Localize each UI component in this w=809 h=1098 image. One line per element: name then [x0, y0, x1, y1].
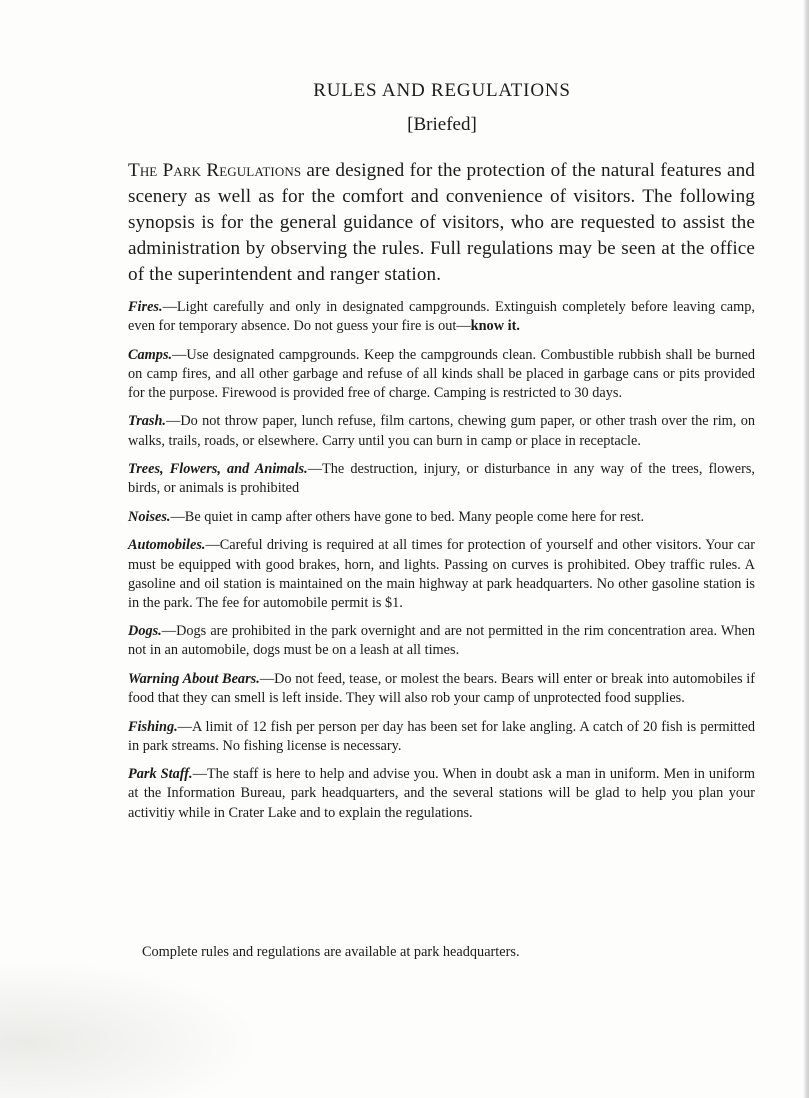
rule-heading: Trees, Flowers, and Animals.: [128, 461, 308, 478]
rules-list: [128, 298, 755, 832]
rule-heading: Warning About Bears.: [128, 671, 260, 687]
rule-trash: [128, 412, 755, 450]
rule-heading: Dogs.: [128, 623, 162, 640]
rule-heading: Park Staff.: [128, 766, 193, 783]
rule-heading: Camps.: [128, 346, 173, 363]
rule-heading: Noises.: [128, 508, 171, 525]
page-edge-shadow: [803, 0, 809, 1098]
rule-camps: [128, 346, 755, 403]
page-title: RULES AND REGULATIONS: [313, 80, 571, 101]
rule-text: —The staff is here to help and advise you. When in doubt ask a man in uniform. Men in uniform at the Information Bureau, park headquarters, and the several stations will be glad to help you plan your activitiy while in Crater Lake and to explain the regulations.: [128, 766, 755, 821]
intro-lead-smallcaps: The Park Regulations: [128, 160, 302, 181]
rule-text: —The destruction, injury, or disturbance in any way of the trees, flowers, birds, or animals is prohibited: [128, 461, 755, 497]
rule-heading: Fishing.: [128, 718, 178, 735]
rule-noises: [128, 508, 755, 527]
paper-speckle: [0, 960, 260, 1098]
rule-text: —Do not throw paper, lunch refuse, film cartons, chewing gum paper, or other trash over the rim, on walks, trails, roads, or elsewhere. Carry until you can burn in camp or place in receptacle.: [128, 413, 755, 449]
rule-warning-about-bears: [128, 670, 755, 708]
rule-text: —Be quiet in camp after others have gone to bed. Many people come here for rest.: [170, 508, 645, 525]
rule-text: —Use designated campgrounds. Keep the campgrounds clean. Combustible rubbish shall be burned on camp fires, and all other garbage and refuse of all kinds shall be placed in garbage cans or pits provided for the purpose. Firewood is provided free of charge. Camping is restricted to 30 days.: [128, 346, 755, 401]
intro-paragraph: [128, 158, 755, 288]
rule-fishing: [128, 718, 755, 756]
rule-text: —Dogs are prohibited in the park overnight and are not permitted in the rim concentration area. When not in an automobile, dogs must be on a leash at all times.: [128, 623, 755, 659]
rule-heading: Trash.: [128, 413, 167, 430]
rule-text: —A limit of 12 fish per person per day has been set for lake angling. A catch of 20 fish is permitted in park streams. No fishing license is necessary.: [128, 718, 755, 754]
rule-fires: [128, 298, 755, 336]
rule-heading: Fires.: [128, 299, 163, 315]
rule-text: —Do not feed, tease, or molest the bears. Bears will enter or break into automobiles if food that they can smell is left inside. They will also rob your camp of unprotected food supplies.: [128, 671, 755, 707]
rule-heading: Automobiles.: [128, 537, 206, 554]
rule-emphasis: know it.: [470, 318, 520, 335]
closing-note: Complete rules and regulations are available at park headquarters.: [142, 944, 520, 960]
rule-automobiles: [128, 536, 755, 612]
rule-trees-flowers-animals: [128, 460, 755, 498]
intro-text: are designed for the protection of the natural features and scenery as well as for the comfort and convenience of visitors. The following synopsis is for the general guidance of visitors, who are requested to assist the administration by observing the rules. Full regulations may be seen at the office of the superintendent and ranger station.: [128, 160, 755, 285]
rule-text: —Light carefully and only in designated campgrounds. Extinguish completely before leaving camp, even for temporary absence. Do not guess your fire is out—: [128, 299, 755, 335]
rule-text: —Careful driving is required at all times for protection of yourself and other visitors. Your car must be equipped with good brakes, horn, and lights. Passing on curves is prohibited. Obey traffic rules. A gasoline and oil station is maintained on the main highway at park headquarters. No other gasoline station is in the park. The fee for automobile permit is $1.: [128, 537, 755, 611]
rule-dogs: [128, 622, 755, 660]
rule-park-staff: [128, 765, 755, 822]
page-subtitle: [Briefed]: [407, 114, 477, 135]
